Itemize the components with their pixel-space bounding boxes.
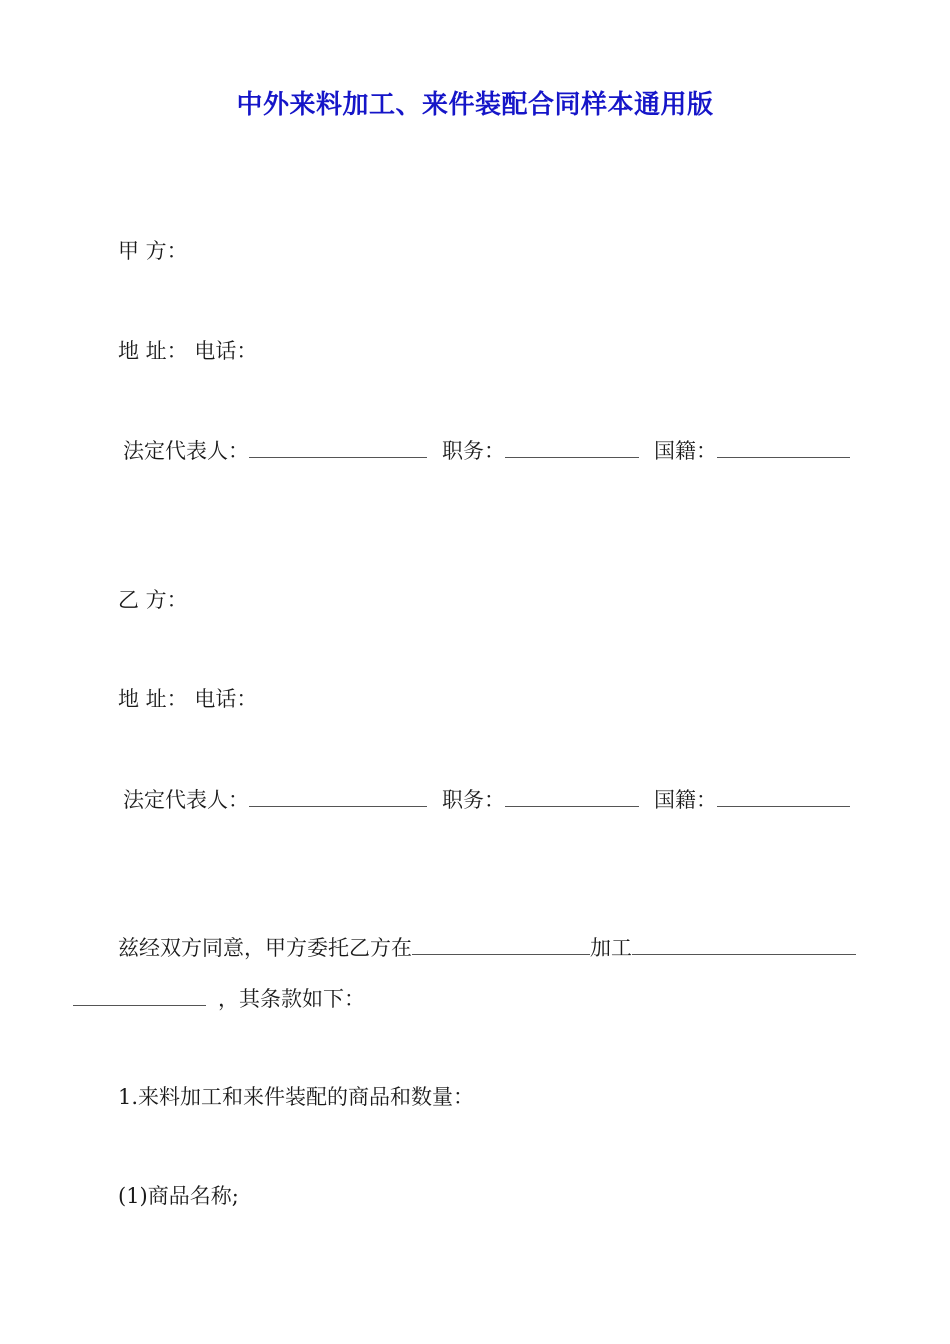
- party-a-nationality-label: 国籍：: [654, 439, 717, 463]
- agreement-product-blank-continued[interactable]: [73, 983, 206, 1006]
- agreement-product-blank[interactable]: [632, 932, 856, 955]
- party-b-rep-blank[interactable]: [249, 784, 427, 807]
- clause-1: 1.来料加工和来件装配的商品和数量：: [118, 1085, 475, 1109]
- party-b-position-blank[interactable]: [505, 784, 639, 807]
- agreement-line-1: [118, 932, 856, 963]
- document-title: 中外来料加工、来件装配合同样本通用版: [236, 90, 714, 120]
- agreement-text-mid: 加工: [590, 936, 632, 960]
- party-b-label: 乙 方：: [118, 588, 188, 612]
- agreement-text-end: ，其条款如下：: [218, 987, 365, 1011]
- party-a-nationality-blank[interactable]: [717, 435, 850, 458]
- agreement-line-2: [73, 983, 365, 1014]
- party-b-address-phone: 地 址： 电话：: [118, 687, 258, 711]
- agreement-location-blank[interactable]: [412, 932, 590, 955]
- clause-1-1: (1)商品名称;: [118, 1184, 239, 1208]
- party-a-address-phone: 地 址： 电话：: [118, 339, 258, 363]
- party-a-representative-row: [123, 435, 850, 466]
- party-b-position-label: 职务：: [442, 788, 505, 812]
- party-a-rep-blank[interactable]: [249, 435, 427, 458]
- party-a-label: 甲 方：: [118, 239, 188, 263]
- party-a-position-label: 职务：: [442, 439, 505, 463]
- party-b-nationality-label: 国籍：: [654, 788, 717, 812]
- party-a-rep-label: 法定代表人：: [123, 439, 249, 463]
- party-a-position-blank[interactable]: [505, 435, 639, 458]
- party-b-rep-label: 法定代表人：: [123, 788, 249, 812]
- party-b-nationality-blank[interactable]: [717, 784, 850, 807]
- agreement-text-start: 兹经双方同意，甲方委托乙方在: [118, 936, 412, 960]
- party-b-representative-row: [123, 784, 850, 815]
